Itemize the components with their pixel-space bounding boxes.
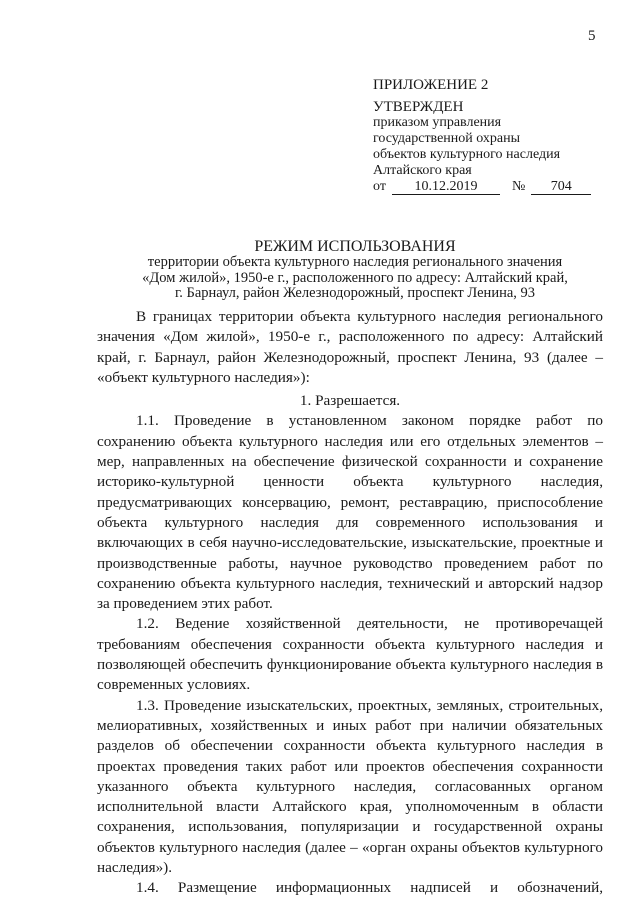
clause-paragraph: 1.2. Ведение хозяйственной деятельности, не противоречащей требованиям обеспечения сохранности объекта культурного наследия и позволяющей обеспечить функционирование объекта культурного наследия в современных условиях. bbox=[97, 615, 603, 694]
clause-paragraph: 1.3. Проведение изыскательских, проектных, земляных, строительных, мелиоративных, хозяйственных и иных работ при наличии обязательных разделов об обеспечении сохранности объекта культурного наследия в проектах проведения таких работ или проектов обеспечения сохранности указанного объекта культурного наследия, согласованных органом исполнительной власти Алтайского края, уполномоченным в области сохранения, использования, популяризации и государственной охраны объектов культурного наследия (далее – «орган охраны объектов культурного наследия»). bbox=[97, 696, 603, 877]
clause-paragraph: 1.4. Размещение информационных надписей и обозначений, bbox=[136, 879, 603, 897]
order-date-number-line bbox=[373, 179, 591, 195]
number-prefix: № bbox=[511, 179, 526, 194]
page-number: 5 bbox=[588, 28, 596, 44]
clause-paragraph: 1.1. Проведение в установленном законом порядке работ по сохранению объекта культурного наследия или его отдельных элементов – мер, направленных на обеспечение физической сохранности и сохранение историко-культурной ценности объекта культурного наследия, предусматривающих консервацию, ремонт, реставрацию, приспособление объекта культурного наследия для современного использования и включающих в себя научно-исследовательские, изыскательские, проектные и производственные работы, научное руководство проведением работ по сохранению объекта культурного наследия, технический и авторский надзор за проведением этих работ. bbox=[97, 412, 603, 613]
approved-label: УТВЕРЖДЕН bbox=[373, 99, 464, 115]
order-number: 704 bbox=[531, 180, 591, 195]
document-title-block bbox=[95, 238, 615, 302]
document-body bbox=[97, 307, 603, 899]
intro-paragraph: В границах территории объекта культурного наследия регионального значения «Дом жилой», 1950-е г., расположенного по адресу: Алтайский край, г. Барнаул, район Железнодорожный, проспект Ленина, 93 (далее – «объект культурного наследия»): bbox=[97, 308, 603, 386]
approval-line: приказом управления bbox=[373, 115, 502, 130]
document-title: РЕЖИМ ИСПОЛЬЗОВАНИЯ bbox=[254, 238, 456, 255]
approval-line: объектов культурного наследия bbox=[373, 147, 561, 162]
date-prefix: от bbox=[373, 179, 386, 194]
approval-stamp bbox=[373, 77, 591, 195]
order-date: 10.12.2019 bbox=[392, 180, 500, 195]
approval-line: Алтайского края bbox=[373, 163, 472, 178]
document-subtitle-line: г. Барнаул, район Железнодорожный, проспект Ленина, 93 bbox=[174, 285, 536, 301]
section-heading: 1. Разрешается. bbox=[299, 392, 401, 410]
appendix-label: ПРИЛОЖЕНИЕ 2 bbox=[373, 77, 489, 93]
approval-line: государственной охраны bbox=[373, 131, 521, 146]
document-subtitle-line: «Дом жилой», 1950-е г., расположенного по адресу: Алтайский край, bbox=[142, 269, 568, 286]
document-subtitle-line: территории объекта культурного наследия регионального значения bbox=[147, 254, 563, 270]
